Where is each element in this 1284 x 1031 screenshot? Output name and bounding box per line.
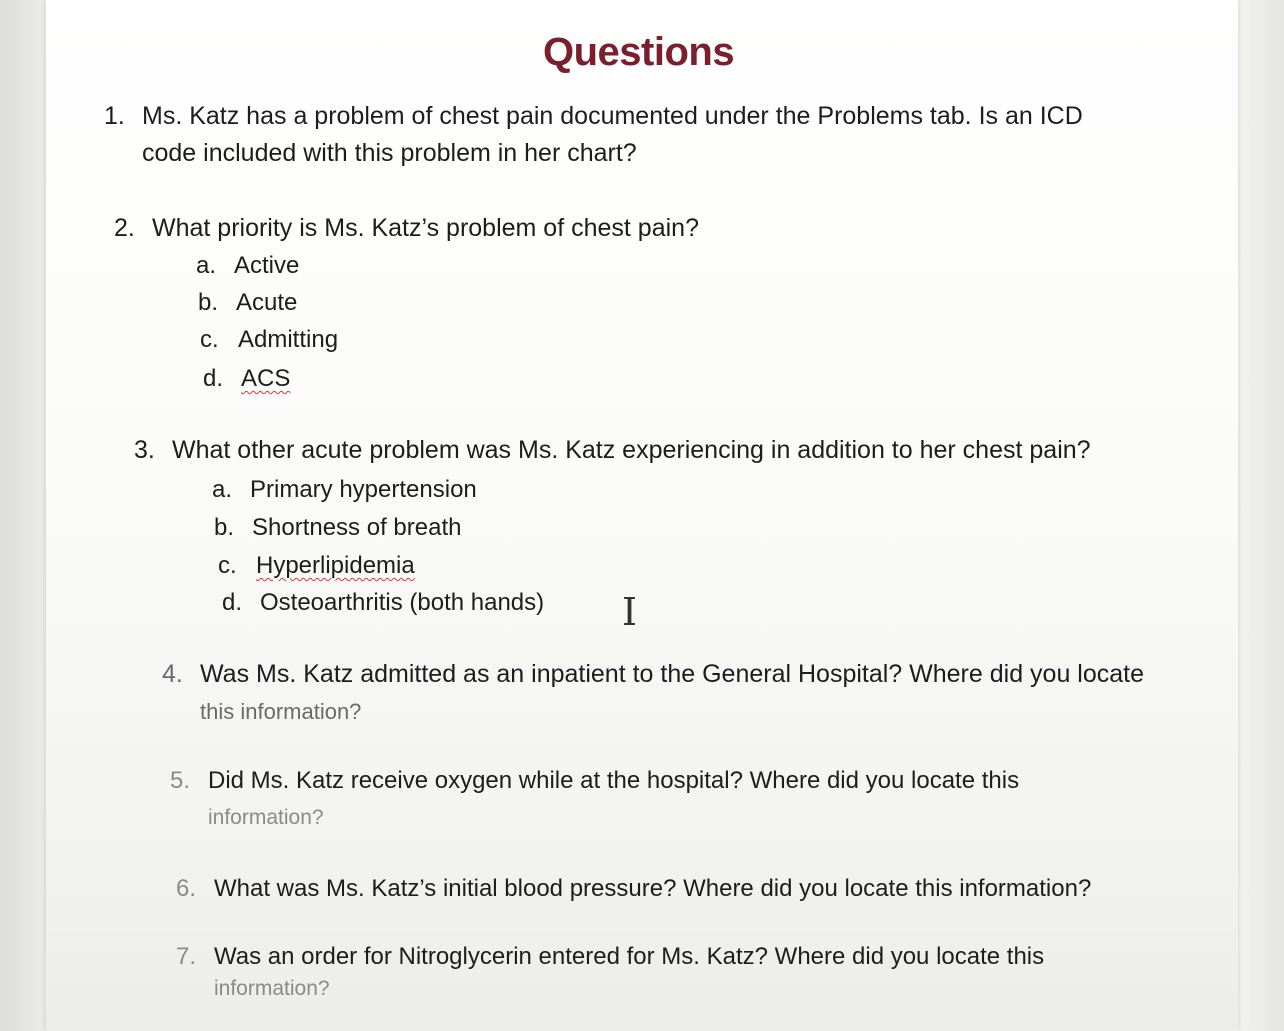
question-4 (162, 656, 1144, 730)
question-number: 3. (134, 436, 155, 464)
question-text-line2: this information? (200, 699, 362, 724)
question-3-option-a (212, 476, 477, 504)
option-text: Shortness of breath (252, 514, 462, 541)
option-letter: c. (200, 326, 219, 353)
question-3-option-d (222, 589, 544, 617)
question-3 (134, 432, 1091, 469)
question-number: 5. (170, 767, 191, 794)
question-text-line2: code included with this problem in her chart? (142, 139, 637, 167)
page-title: Questions (543, 30, 735, 74)
option-text: Active (234, 252, 300, 279)
option-text: Acute (236, 289, 298, 316)
text-cursor-icon: I (622, 590, 638, 634)
left-background-edge (0, 0, 46, 1031)
question-text-line1: Was an order for Nitroglycerin entered for Ms. Katz? Where did you locate this (214, 943, 1045, 970)
question-5 (170, 762, 1019, 836)
option-letter: b. (198, 289, 219, 316)
option-text: ACS (241, 365, 291, 392)
question-number: 6. (176, 875, 197, 902)
question-number: 4. (162, 660, 183, 688)
question-text-line1: Was Ms. Katz admitted as an inpatient to the General Hospital? Where did you locate (200, 660, 1145, 688)
question-2-option-b (198, 289, 297, 317)
question-number: 2. (114, 214, 135, 242)
option-text: Osteoarthritis (both hands) (260, 589, 545, 616)
option-text: Admitting (238, 326, 339, 353)
question-text-line1: What other acute problem was Ms. Katz experiencing in addition to her chest pain? (172, 436, 1091, 464)
question-text-line2: information? (208, 806, 324, 829)
question-number: 7. (176, 943, 197, 970)
option-letter: c. (218, 552, 237, 579)
question-3-option-c (218, 552, 415, 580)
question-2-option-d (203, 365, 290, 393)
question-text-line1: What priority is Ms. Katz’s problem of chest pain? (152, 214, 699, 242)
question-text-line1: What was Ms. Katz’s initial blood pressure? Where did you locate this information? (214, 875, 1092, 902)
question-3-option-b (214, 514, 461, 542)
question-text-line1: Ms. Katz has a problem of chest pain documented under the Problems tab. Is an ICD (142, 102, 1083, 130)
right-background-edge (1238, 0, 1284, 1031)
question-1 (104, 98, 1083, 172)
option-letter: b. (214, 514, 235, 541)
option-letter: d. (222, 589, 243, 616)
question-7 (176, 938, 1044, 1003)
question-2 (114, 210, 699, 247)
option-text: Primary hypertension (250, 476, 477, 503)
question-text-line2: information? (214, 977, 330, 1000)
option-text: Hyperlipidemia (256, 552, 415, 579)
option-letter: a. (196, 252, 217, 279)
option-letter: a. (212, 476, 233, 503)
question-6 (176, 870, 1091, 907)
option-letter: d. (203, 365, 224, 392)
question-2-option-c (200, 326, 338, 354)
question-text-line1: Did Ms. Katz receive oxygen while at the hospital? Where did you locate this (208, 767, 1020, 794)
question-2-option-a (196, 252, 299, 280)
question-number: 1. (104, 102, 125, 130)
